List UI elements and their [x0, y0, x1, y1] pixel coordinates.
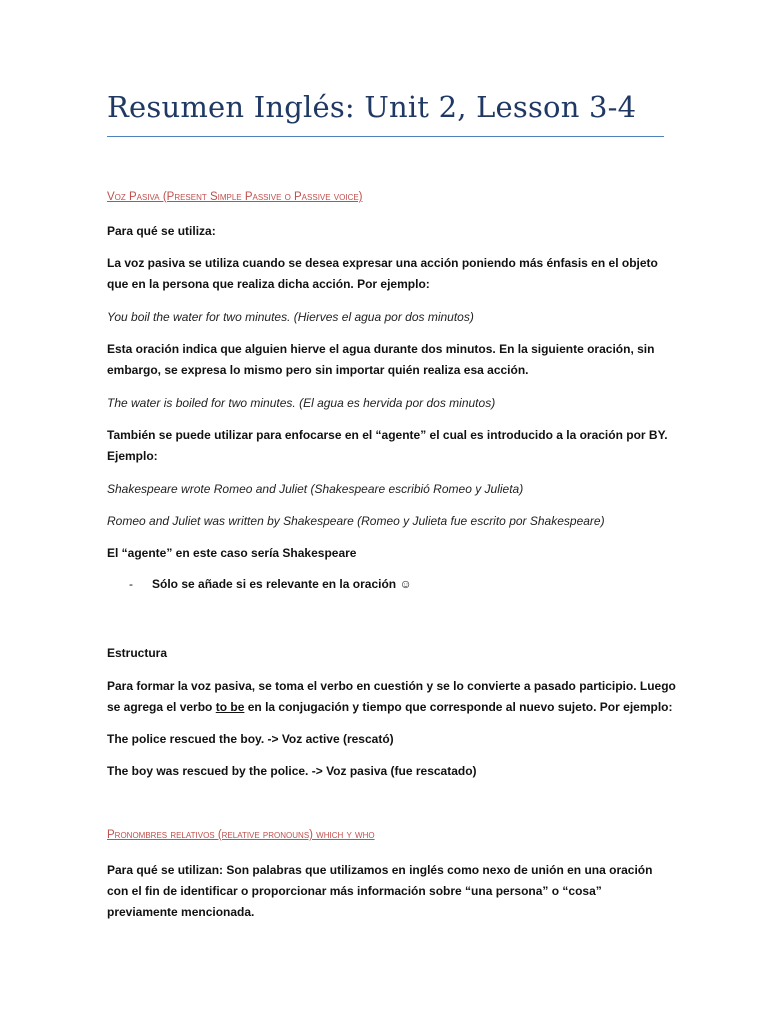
- bullet-item: Sólo se añade si es relevante en la oración ☺: [152, 577, 412, 591]
- relative-line-3: previamente mencionada.: [107, 905, 255, 919]
- title-underline: [107, 136, 664, 137]
- to-be-underlined: to be: [215, 700, 245, 714]
- paragraph-2-line-2: embargo, se expresa lo mismo pero sin importar quién realiza esa acción.: [107, 363, 529, 377]
- paragraph-2-line-1: Esta oración indica que alguien hierve el agua durante dos minutos. En la siguiente oración, sin: [107, 342, 655, 356]
- bullet-dash: -: [129, 577, 133, 591]
- relative-line-1-rest: Son palabras que utilizamos en inglés como nexo de unión en una oración: [223, 863, 653, 877]
- structure-heading: Estructura: [107, 646, 168, 660]
- page-title: Resumen Inglés: Unit 2, Lesson 3-4: [107, 90, 637, 124]
- paragraph-3-line-2: Ejemplo:: [107, 449, 158, 463]
- example-3: Shakespeare wrote Romeo and Juliet (Shakespeare escribió Romeo y Julieta): [107, 482, 524, 496]
- agent-note: El “agente” en este caso sería Shakespeare: [107, 546, 357, 560]
- paragraph-3-line-1: También se puede utilizar para enfocarse en el “agente” el cual es introducido a la oración por BY.: [107, 428, 668, 442]
- relative-line-2: con el fin de identificar o proporcionar más información sobre “una persona” o “cosa”: [107, 884, 602, 898]
- relative-label: Para qué se utilizan:: [107, 863, 224, 877]
- structure-line-2-pre: se agrega el verbo: [107, 700, 216, 714]
- relative-line-1: [107, 860, 667, 881]
- structure-line-2: [107, 697, 673, 718]
- example-2: The water is boiled for two minutes. (El agua es hervida por dos minutos): [107, 396, 496, 410]
- section-heading-relative-pronouns: Pronombres relativos (relative pronouns) which y who: [107, 829, 375, 841]
- paragraph-1-line-2: que en la persona que realiza dicha acción. Por ejemplo:: [107, 277, 430, 291]
- example-active: The police rescued the boy. -> Voz active (rescató): [107, 732, 394, 746]
- example-4: Romeo and Juliet was written by Shakespeare (Romeo y Julieta fue escrito por Shakespeare): [107, 514, 605, 528]
- example-1: You boil the water for two minutes. (Hierves el agua por dos minutos): [107, 310, 474, 324]
- paragraph-1-line-1: La voz pasiva se utiliza cuando se desea expresar una acción poniendo más énfasis en el objeto: [107, 256, 658, 270]
- structure-line-1: Para formar la voz pasiva, se toma el verbo en cuestión y se lo convierte a pasado participio. Luego: [107, 679, 676, 693]
- section-heading-passive-voice: Voz Pasiva (Present Simple Passive o Passive voice): [107, 191, 363, 203]
- usage-label: Para qué se utiliza:: [107, 224, 216, 238]
- structure-line-2-post: en la conjugación y tiempo que corresponde al nuevo sujeto. Por ejemplo:: [244, 700, 673, 714]
- example-passive: The boy was rescued by the police. -> Voz pasiva (fue rescatado): [107, 764, 477, 778]
